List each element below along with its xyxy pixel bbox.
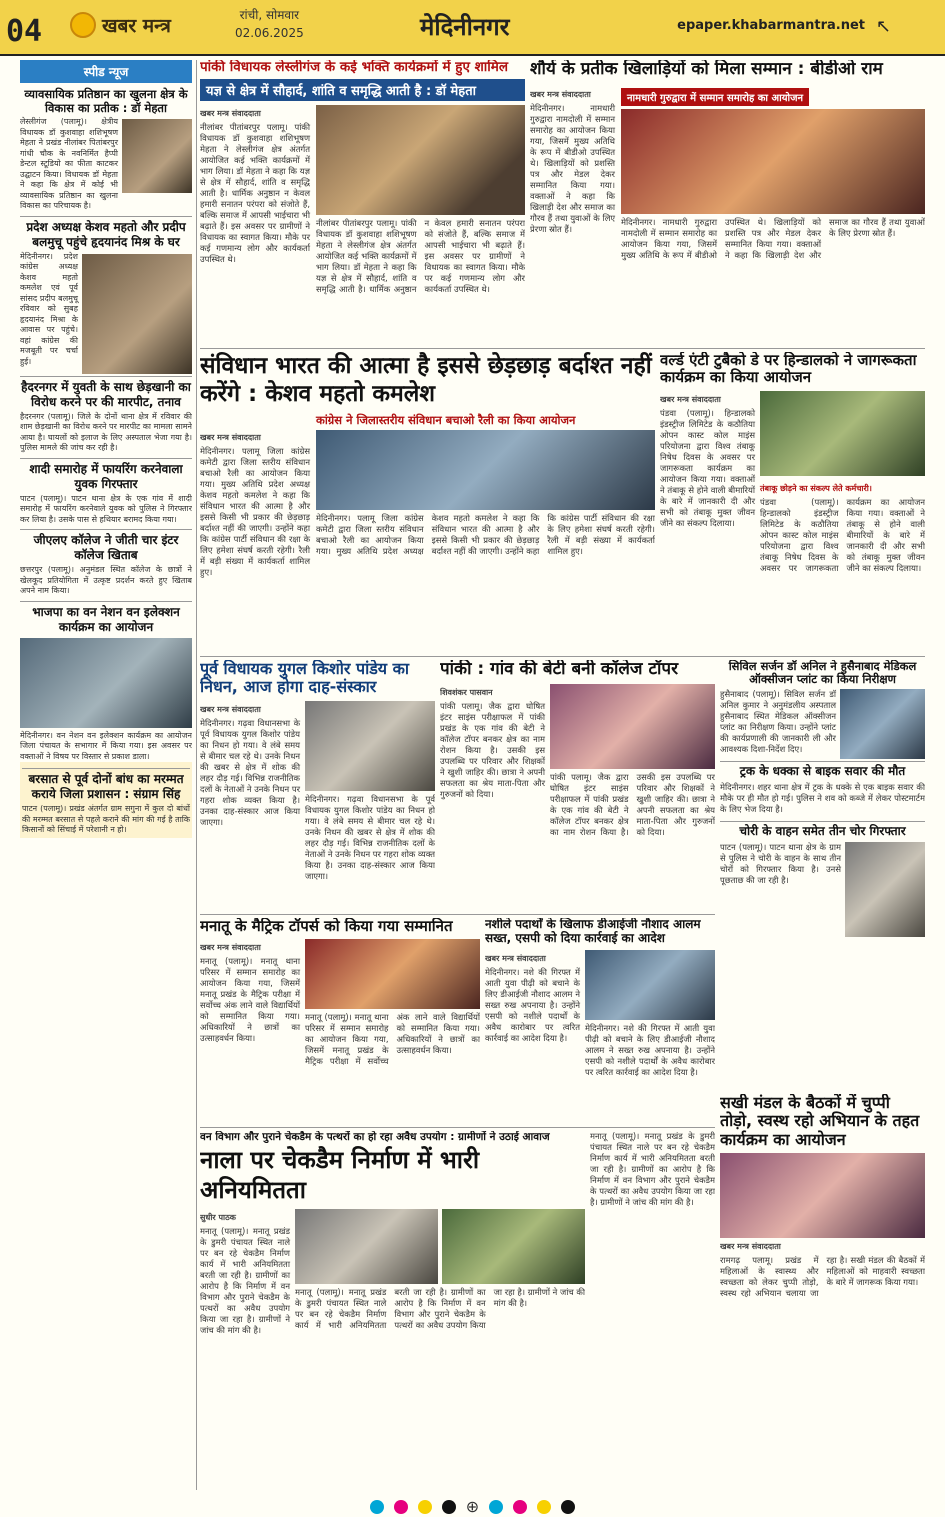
awareness-photo: [760, 391, 925, 476]
registration-mark-yellow: [537, 1500, 551, 1514]
story-nasha[interactable]: [485, 918, 715, 1123]
brief-oxygen-plant[interactable]: [720, 660, 925, 755]
story-body: मनातू (पलामू)। मनातू प्रखंड के डुमरी पंचायत स्थित नाले पर बन रहे चेकडैम निर्माण कार्य में भारी अनियमितता बरती जा रही है। ग्रामीणों का आरोप है कि निर्माण में वन विभाग और पुराने चेकडैम के पत्थरों का अवैध उपयोग किया जा रहा है। ग्रामीणों ने जांच की मांग की है।: [200, 1226, 290, 1336]
story-body: मेदिनीनगर। नामधारी गुरुद्वारा नामदोली में सम्मान समारोह का आयोजन किया गया, जिसमें मुख्य अतिथि के रूप में बीडीओ उपस्थित थे। खिलाड़ियों को प्रशस्ति पत्र और मेडल देकर सम्मानित किया गया। वक्ताओं ने कहा कि खिलाड़ी देश और समाज का गौरव हैं तथा युवाओं के लिए प्रेरणा स्रोत हैं।: [530, 102, 615, 234]
story-constitution[interactable]: [200, 352, 655, 652]
brief-headline: सिविल सर्जन डॉ अनिल ने हुसैनाबाद मेडिकल ऑक्सीजन प्लांट का किया निरीक्षण: [728, 660, 917, 687]
left-story-title: बरसात से पूर्व दोनों बांध का मरम्मत कराये जिला प्रशासन : संग्राम सिंह: [22, 768, 190, 802]
dig-photo: [585, 950, 715, 1020]
story-body-continued: पांकी पलामू। जैक द्वारा घोषित इंटर साइंस परीक्षाफल में पांकी प्रखंड के एक गांव की बेटी ने कॉलेज टॉपर बनकर क्षेत्र का नाम रोशन किया है। उसकी इस उपलब्धि पर परिवार और शिक्षकों ने खुशी जाहिर की। छात्रा ने अपनी सफलता का श्रेय माता-पिता और गुरुजनों को दिया।: [550, 771, 715, 837]
registration-mark-cyan: [489, 1500, 503, 1514]
left-story-1[interactable]: [20, 87, 192, 212]
registration-mark-cyan: [370, 1500, 384, 1514]
portrait-photo: [122, 119, 192, 193]
sakhi-meeting-photo: [720, 1153, 925, 1238]
story-headline: पांकी विधायक लेस्लीगंज के कई भक्ति कार्यक्रमों में हुए शामिल: [200, 60, 509, 75]
story-headline: सखी मंडल के बैठकों में चुप्पी तोड़ो, स्वस्थ रहो अभियान के तहत कार्यक्रम का आयोजन: [720, 1094, 920, 1149]
story-body: पांकी पलामू। जैक द्वारा घोषित इंटर साइंस परीक्षाफल में पांकी प्रखंड के एक गांव की बेटी ने कॉलेज टॉपर बनकर क्षेत्र का नाम रोशन किया है। उसकी इस उपलब्धि पर परिवार और शिक्षकों ने खुशी जाहिर की। छात्रा ने अपनी सफलता का श्रेय माता-पिता और गुरुजनों को दिया।: [440, 700, 545, 799]
story-byline: खबर मन्त्र संवाददाता: [660, 394, 721, 404]
left-story-title: हैदरनगर में युवती के साथ छेड़खानी का विरोध करने पर की मारपीट, तनाव: [20, 376, 192, 410]
checkdam-photo: [295, 1209, 438, 1284]
story-yugal-kishore[interactable]: [200, 660, 435, 910]
story-body-continued: मेदिनीनगर। नशे की गिरफ्त में आती युवा पीढ़ी को बचाने के लिए डीआईजी नौशाद आलम ने सख्त रुख अपनाया है। उन्होंने एसपी को नशीले पदार्थों के अवैध कारोबार पर त्वरित कार्रवाई का आदेश दिया है।: [585, 1022, 715, 1077]
registration-mark-black: [561, 1500, 575, 1514]
pointer-cursor-icon: ↖: [875, 16, 891, 37]
left-story-body: छत्तरपुर (पलामू)। अनुमंडल स्थित कॉलेज के छात्रों ने खेलकूद प्रतियोगिता में उत्कृष्ट प्रदर्शन करते हुए खिताब अपने नाम किया।: [20, 565, 192, 595]
accused-photo: [845, 842, 925, 937]
topper-photo: [550, 684, 715, 769]
story-body: मेदिनीनगर। नशे की गिरफ्त में आती युवा पीढ़ी को बचाने के लिए डीआईजी नौशाद आलम ने सख्त रुख अपनाया है। उन्होंने एसपी को नशीले पदार्थों के अवैध कारोबार पर त्वरित कार्रवाई का आदेश दिया है।: [485, 966, 580, 1043]
story-lesliganj[interactable]: [200, 60, 525, 345]
registration-mark-yellow: [418, 1500, 432, 1514]
left-story-5[interactable]: [20, 529, 192, 597]
brief-body: पाटन (पलामू)। पाटन थाना क्षेत्र के ग्राम से पुलिस ने चोरी के वाहन के साथ तीन चोरों को गिरफ्तार किया है। उनसे पूछताछ की जा रही है।: [720, 842, 841, 886]
story-byline: खबर मन्त्र संवाददाता: [485, 953, 546, 963]
story-headline: मनातू के मैट्रिक टॉपर्स को किया गया सम्मानित: [200, 918, 453, 935]
right-briefs: [720, 660, 925, 1090]
students-photo: [305, 939, 480, 1009]
brief-body: हुसैनाबाद (पलामू)। सिविल सर्जन डॉ अनिल कुमार ने अनुमंडलीय अस्पताल हुसैनाबाद स्थित मेडिकल ऑक्सीजन प्लांट का निरीक्षण किया। उन्होंने प्लांट की कार्यप्रणाली की जानकारी ली और आवश्यक दिशा-निर्देश दिए।: [720, 689, 836, 755]
story-headline: नाला पर चेकडैम निर्माण में भारी अनियमितता: [200, 1146, 480, 1205]
story-byline: खबर मन्त्र संवाददाता: [720, 1242, 781, 1252]
left-story-7[interactable]: [20, 762, 192, 838]
story-body-continued: मेदिनीनगर। पलामू जिला कांग्रेस कमेटी द्वारा जिला स्तरीय संविधान बचाओ रैली का आयोजन किया गया। मुख्य अतिथि प्रदेश अध्यक्ष केशव महतो कमलेश ने कहा कि संविधान भारत की आत्मा है और इससे किसी भी प्रकार की छेड़छाड़ बर्दाश्त नहीं की जाएगी। उन्होंने कहा कि कांग्रेस पार्टी संविधान की रक्षा के लिए हमेशा संघर्ष करती रहेगी। रैली में बड़ी संख्या में कार्यकर्ता शामिल हुए।: [316, 513, 655, 557]
brand-name: खबर मन्त्र: [102, 15, 171, 37]
speed-news-header: स्पीड न्यूज: [20, 60, 192, 83]
story-checkdam[interactable]: [200, 1131, 585, 1491]
registration-footer: [0, 1496, 945, 1517]
portrait-photo: [305, 701, 435, 791]
left-story-2[interactable]: [20, 216, 192, 368]
story-body-continued: मेदिनीनगर। नामधारी गुरुद्वारा नामदोली में सम्मान समारोह का आयोजन किया गया, जिसमें मुख्य अतिथि के रूप में बीडीओ उपस्थित थे। खिलाड़ियों को प्रशस्ति पत्र और मेडल देकर सम्मानित किया गया। वक्ताओं ने कहा कि खिलाड़ी देश और समाज का गौरव हैं तथा युवाओं के लिए प्रेरणा स्रोत हैं।: [621, 216, 925, 260]
story-body-continued: मनातू (पलामू)। मनातू प्रखंड के डुमरी पंचायत स्थित नाले पर बन रहे चेकडैम निर्माण कार्य में भारी अनियमितता बरती जा रही है। ग्रामीणों का आरोप है कि निर्माण में वन विभाग और पुराने चेकडैम के पत्थरों का अवैध उपयोग किया जा रहा है। ग्रामीणों ने जांच की मांग की है।: [590, 1131, 715, 1207]
story-body: नीलांबर पीतांबरपुर पलामू। पांकी विधायक डॉ कुशवाहा शशिभूषण मेहता ने लेस्लीगंज क्षेत्र अंतर्गत आयोजित कई भक्ति कार्यक्रमों में भाग लिया। डॉ मेहता ने कहा कि यज्ञ से क्षेत्र में सौहार्द, शांति व समृद्धि आती है। धार्मिक अनुष्ठान न केवल हमारी सनातन परंपरा को संजोते हैं, बल्कि समाज में आपसी भाईचारा भी बढ़ाते हैं। इस अवसर पर ग्रामीणों ने विधायक का स्वागत किया। मौके पर कई गणमान्य लोग और कार्यकर्ता उपस्थित थे।: [200, 121, 310, 264]
puja-photo: [316, 105, 525, 215]
issue-date: 02.06.2025: [235, 26, 304, 40]
city-of-print: रांची, सोमवार: [239, 8, 300, 22]
photo-caption: तंबाकू छोड़ने का संकल्प लेते कर्मचारी।: [760, 483, 872, 493]
story-byline: खबर मन्त्र संवाददाता: [200, 943, 261, 953]
left-story-title: व्यावसायिक प्रतिष्ठान का खुलना क्षेत्र के विकास का प्रतीक : डॉ मेहता: [24, 87, 188, 115]
story-byline: खबर मन्त्र संवाददाता: [200, 433, 261, 442]
story-headline: वर्ल्ड एंटी टुबैको डे पर हिन्डालको ने जागरूकता कार्यक्रम का किया आयोजन: [660, 352, 917, 387]
story-sakhi-mandal[interactable]: [720, 1094, 925, 1494]
story-body-continued: मनातू (पलामू)। मनातू थाना परिसर में सम्मान समारोह का आयोजन किया गया, जिसमें मनातू प्रखंड के मैट्रिक परीक्षा में सर्वोच्च अंक लाने वाले विद्यार्थियों को सम्मानित किया गया। अधिकारियों ने छात्रों का उत्साहवर्धन किया।: [305, 1012, 480, 1067]
story-body-continued: नीलांबर पीतांबरपुर पलामू। पांकी विधायक डॉ कुशवाहा शशिभूषण मेहता ने लेस्लीगंज क्षेत्र अंतर्गत आयोजित कई भक्ति कार्यक्रमों में भाग लिया। डॉ मेहता ने कहा कि यज्ञ से क्षेत्र में सौहार्द, शांति व समृद्धि आती है। धार्मिक अनुष्ठान न केवल हमारी सनातन परंपरा को संजोते हैं, बल्कि समाज में आपसी भाईचारा भी बढ़ाते हैं। इस अवसर पर ग्रामीणों ने विधायक का स्वागत किया। मौके पर कई गणमान्य लोग और कार्यकर्ता उपस्थित थे।: [316, 217, 525, 294]
masthead: [0, 0, 945, 56]
registration-mark-black: [442, 1500, 456, 1514]
ceremony-photo: [621, 109, 925, 214]
story-subhead: कांग्रेस ने जिलास्तरीय संविधान बचाओ रैली का किया आयोजन: [316, 413, 576, 427]
meeting-photo: [82, 254, 192, 374]
program-photo: [20, 638, 192, 728]
story-body: रामगढ़ पलामू। प्रखंड में महिलाओं के स्वास्थ्य और स्वच्छता को लेकर चुप्पी तोड़ो, स्वस्थ रहो अभियान चलाया जा रहा है। सखी मंडल की बैठकों में महिलाओं को माहवारी स्वच्छता के बारे में जागरूक किया गया।: [720, 1255, 925, 1299]
website-link[interactable]: epaper.khabarmantra.net: [677, 18, 865, 33]
crosshair-icon: ⊕: [465, 1497, 480, 1516]
left-story-body: पाटन (पलामू)। प्रखंड अंतर्गत ग्राम सगुना में कुल दो बांधों की मरम्मत बरसात से पहले कराने की मांग की गई है ताकि किसानों को सिंचाई में परेशानी न हो।: [22, 804, 190, 834]
column-divider: [196, 60, 197, 1490]
left-story-body: लेस्लीगंज (पलामू)। क्षेत्रीय विधायक डॉ कुशवाहा शशिभूषण मेहता ने प्रखंड नीलांबर पितांबरपुर गांधी चौक के नवनिर्मित हैप्पी डेन्टल स्टूडियो का फीता काटकर उद्घाटन किया। विधायक डॉ मेहता ने कहा कि क्षेत्र में कोई भी व्यावसायिक प्रतिष्ठान का खुलना विकास का परिचायक है।: [20, 117, 118, 210]
story-body: मनातू (पलामू)। मनातू थाना परिसर में सम्मान समारोह का आयोजन किया गया, जिसमें मनातू प्रखंड के मैट्रिक परीक्षा में सर्वोच्च अंक लाने वाले विद्यार्थियों को सम्मानित किया गया। अधिकारियों ने छात्रों का उत्साहवर्धन किया।: [200, 956, 300, 1044]
story-byline: खबर मन्त्र संवाददाता: [200, 108, 261, 118]
checkdam-photo: [442, 1209, 585, 1284]
story-headline: शौर्य के प्रतीक खिलाड़ियों को मिला सम्मान : बीडीओ राम: [530, 60, 883, 79]
story-body-continued: पंडवा (पलामू)। हिन्डालको इंडस्ट्रीज लिमिटेड के कठौतिया ओपन कास्ट कोल माइंस परियोजना द्वारा विश्व तंबाकू निषेध दिवस के अवसर पर जागरूकता कार्यक्रम का आयोजन किया गया। वक्ताओं ने तंबाकू से होने वाली बीमारियों के बारे में जानकारी दी और सभी को तंबाकू मुक्त जीवन जीने का संकल्प दिलाया।: [760, 496, 925, 573]
section-divider: [200, 1127, 715, 1128]
rally-photo: [316, 430, 655, 510]
story-byline: खबर मन्त्र संवाददाता: [200, 704, 261, 714]
left-story-title: शादी समारोह में फायरिंग करनेवाला युवक गिरफ्तार: [20, 458, 192, 492]
story-bdo-honor[interactable]: [530, 60, 925, 345]
story-subhead: नामधारी गुरुद्वारा में सम्मान समारोह का आयोजन: [621, 88, 809, 106]
brand-icon: [70, 12, 96, 38]
brief-headline: ट्रक के धक्का से बाइक सवार की मौत: [739, 764, 906, 779]
story-subhead: यज्ञ से क्षेत्र में सौहार्द, शांति व समृद्धि आती है : डॉ मेहता: [200, 79, 525, 101]
left-story-title: जीएलए कॉलेज ने जीती चार इंटर कॉलेज खिताब: [20, 529, 192, 563]
plant-photo: [840, 689, 925, 759]
story-body: मेदिनीनगर। पलामू जिला कांग्रेस कमेटी द्वारा जिला स्तरीय संविधान बचाओ रैली का आयोजन किया गया। मुख्य अतिथि प्रदेश अध्यक्ष केशव महतो कमलेश ने कहा कि संविधान भारत की आत्मा है और इससे किसी भी प्रकार की छेड़छाड़ बर्दाश्त नहीं की जाएगी। उन्होंने कहा कि कांग्रेस पार्टी संविधान की रक्षा के लिए हमेशा संघर्ष करती रहेगी। रैली में बड़ी संख्या में कार्यकर्ता शामिल हुए।: [200, 446, 310, 577]
left-story-6[interactable]: [20, 601, 192, 763]
story-body-continued: मनातू (पलामू)। मनातू प्रखंड के डुमरी पंचायत स्थित नाले पर बन रहे चेकडैम निर्माण कार्य में भारी अनियमितता बरती जा रही है। ग्रामीणों का आरोप है कि निर्माण में वन विभाग और पुराने चेकडैम के पत्थरों का अवैध उपयोग किया जा रहा है। ग्रामीणों ने जांच की मांग की है।: [295, 1287, 585, 1331]
registration-mark-magenta: [513, 1500, 527, 1514]
left-story-title: भाजपा का वन नेशन वन इलेक्शन कार्यक्रम का आयोजन: [20, 601, 192, 635]
section-divider: [200, 914, 715, 915]
story-headline: पांकी : गांव की बेटी बनी कॉलेज टॉपर: [440, 660, 679, 679]
registration-mark-magenta: [394, 1500, 408, 1514]
story-checkdam-jump: [590, 1131, 715, 1491]
story-byline: खबर मन्त्र संवाददाता: [530, 89, 591, 99]
brief-truck-accident[interactable]: [720, 761, 925, 815]
left-story-body: मेदिनीनगर। वन नेशन वन इलेक्शन कार्यक्रम का आयोजन जिला पंचायत के सभागार में किया गया। इस अवसर पर वक्ताओं ने विषय पर विस्तार से प्रकाश डाला।: [20, 730, 192, 761]
brand-logo: [70, 12, 171, 38]
left-story-body: मेदिनीनगर। प्रदेश कांग्रेस अध्यक्ष केशव महतो कमलेश एवं पूर्व सांसद प्रदीप बलमुचू रविवार को सुबह हृदयानंद मिश्रा के आवास पर पहुंचे। वहां कांग्रेस की मजबूती पर चर्चा हुई।: [20, 251, 78, 366]
brief-headline: चोरी के वाहन समेत तीन चोर गिरफ्तार: [739, 824, 906, 839]
story-headline: नशीले पदार्थों के खिलाफ डीआईजी नौशाद आलम सख्त, एसपी को दिया कार्रवाई का आदेश: [485, 918, 701, 945]
story-headline: पूर्व विधायक युगल किशोर पांडेय का निधन, आज होगा दाह-संस्कार: [200, 660, 410, 697]
page-number: 04: [6, 14, 43, 49]
story-byline: सुधीर पाठक: [200, 1213, 236, 1223]
story-hindalco[interactable]: [660, 352, 925, 652]
left-story-body: हैदरनगर (पलामू)। जिले के दोनों थाना क्षेत्र में रविवार की शाम छेड़खानी का विरोध करने पर मारपीट का मामला सामने आया है। घायलों को इलाज के लिए अस्पताल भेजा गया है। पुलिस मामले की जांच कर रही है।: [20, 411, 192, 452]
left-story-title: प्रदेश अध्यक्ष केशव महतो और प्रदीप बलमुचू पहुंचे हृदयानंद मिश्र के घर: [20, 216, 192, 250]
section-divider: [200, 656, 925, 657]
left-story-body: पाटन (पलामू)। पाटन थाना क्षेत्र के एक गांव में शादी समारोह में फायरिंग करनेवाले युवक को पुलिस ने गिरफ्तार कर लिया है। उसके पास से हथियार बरामद किया गया।: [20, 493, 192, 524]
left-story-3[interactable]: [20, 376, 192, 454]
edition-title: मेदिनीनगर: [420, 13, 510, 41]
left-story-4[interactable]: [20, 458, 192, 526]
story-body: मेदिनीनगर। गढ़वा विधानसभा के पूर्व विधायक युगल किशोर पांडेय का निधन हो गया। वे लंबे समय से बीमार चल रहे थे। उनके निधन की खबर से क्षेत्र में शोक की लहर दौड़ गई। विभिन्न राजनीतिक दलों के नेताओं ने उनके निधन पर गहरा शोक व्यक्त किया है। उनका दाह-संस्कार आज किया जाएगा।: [200, 717, 300, 827]
story-headline: संविधान भारत की आत्मा है इससे छेड़छाड़ बर्दाश्त नहीं करेंगे : केशव महतो कमलेश: [200, 353, 652, 407]
section-divider: [200, 348, 925, 349]
story-byline: शिवशंकर पासवान: [440, 687, 493, 697]
story-body-continued: मेदिनीनगर। गढ़वा विधानसभा के पूर्व विधायक युगल किशोर पांडेय का निधन हो गया। वे लंबे समय से बीमार चल रहे थे। उनके निधन की खबर से क्षेत्र में शोक की लहर दौड़ गई। विभिन्न राजनीतिक दलों के नेताओं ने उनके निधन पर गहरा शोक व्यक्त किया है। उनका दाह-संस्कार आज किया जाएगा।: [305, 793, 435, 881]
brief-chori[interactable]: [720, 821, 925, 886]
story-body: पंडवा (पलामू)। हिन्डालको इंडस्ट्रीज लिमिटेड के कठौतिया ओपन कास्ट कोल माइंस परियोजना द्वारा विश्व तंबाकू निषेध दिवस के अवसर पर जागरूकता कार्यक्रम का आयोजन किया गया। वक्ताओं ने तंबाकू से होने वाली बीमारियों के बारे में जानकारी दी और सभी को तंबाकू मुक्त जीवन जीने का संकल्प दिलाया।: [660, 407, 755, 528]
brief-body: मेदिनीनगर। शहर थाना क्षेत्र में ट्रक के धक्के से एक बाइक सवार की मौके पर ही मौत हो गई। पुलिस ने शव को कब्जे में लेकर पोस्टमार्टम के लिए भेज दिया है।: [720, 782, 925, 815]
story-kicker: वन विभाग और पुराने चेकडैम के पत्थरों का हो रहा अवैध उपयोग : ग्रामीणों ने उठाई आवाज: [200, 1131, 550, 1143]
dateline: [235, 6, 304, 42]
story-matric-toppers[interactable]: [200, 918, 480, 1123]
story-panki-topper[interactable]: [440, 660, 715, 910]
left-column: [20, 60, 192, 1490]
